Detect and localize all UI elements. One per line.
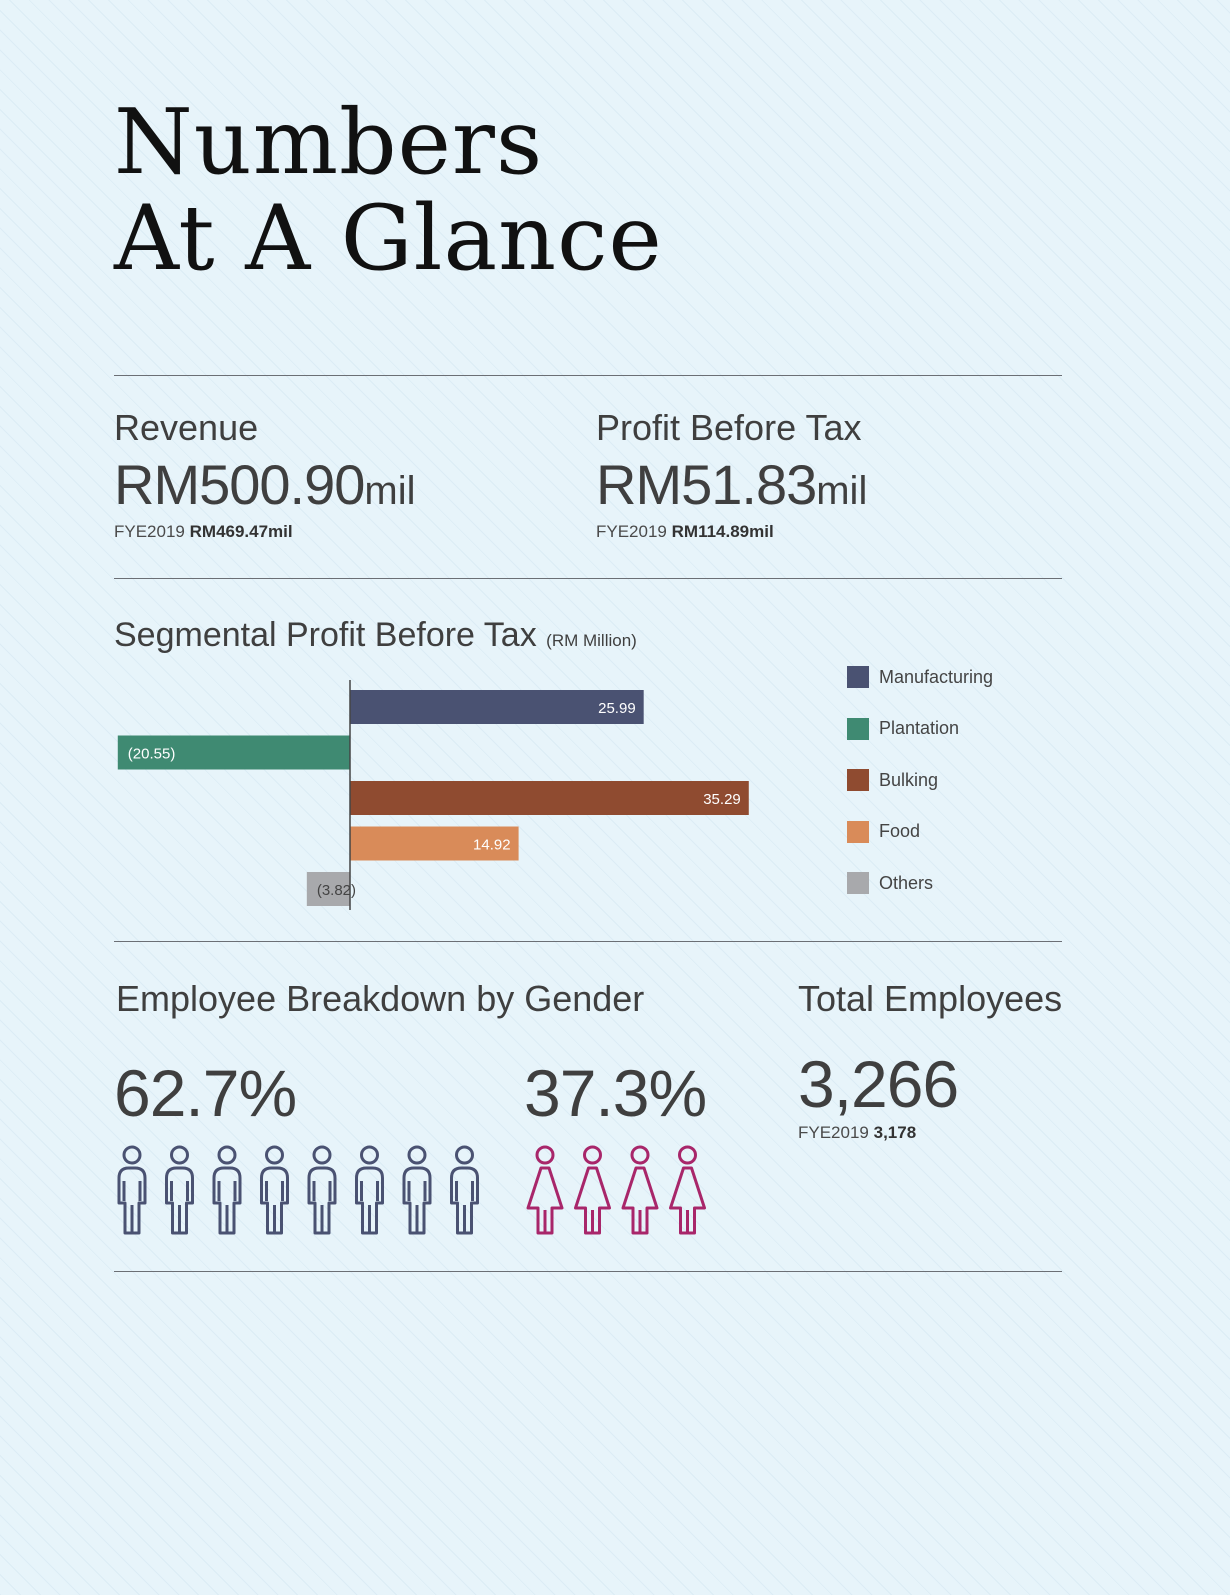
revenue-prior bbox=[114, 522, 293, 542]
male-person-icon bbox=[309, 1147, 335, 1233]
legend-swatch-food bbox=[847, 821, 869, 843]
bar-label-bulking: 35.29 bbox=[703, 791, 741, 808]
revenue-prior-value: RM469.47mil bbox=[189, 522, 293, 541]
female-person-icon bbox=[576, 1147, 610, 1233]
male-person-icon bbox=[119, 1147, 145, 1233]
legend-swatch-plantation bbox=[847, 718, 869, 740]
pbt-unit: mil bbox=[816, 469, 868, 513]
revenue-unit: mil bbox=[364, 469, 416, 513]
divider-lower bbox=[114, 941, 1062, 942]
legend-item-others bbox=[847, 872, 933, 894]
employees-prior bbox=[798, 1123, 916, 1143]
legend-label-others: Others bbox=[879, 872, 934, 893]
female-person-icon bbox=[623, 1147, 657, 1233]
legend-item-plantation bbox=[847, 718, 959, 740]
employees-value: 3,266 bbox=[798, 1047, 959, 1121]
revenue-amount: RM500.90 bbox=[114, 453, 365, 516]
pbt-amount: RM51.83 bbox=[596, 453, 817, 516]
employees-prior-prefix: FYE2019 bbox=[798, 1123, 869, 1142]
chart-title bbox=[114, 616, 637, 655]
legend-label-bulking: Bulking bbox=[879, 769, 939, 790]
pbt-value bbox=[596, 452, 867, 517]
revenue-value bbox=[114, 452, 415, 517]
legend-item-manufacturing bbox=[847, 666, 993, 688]
legend-item-bulking bbox=[847, 769, 938, 791]
bar-bulking bbox=[350, 781, 749, 815]
male-person-icon bbox=[452, 1147, 478, 1233]
chart-title-text: Segmental Profit Before Tax bbox=[114, 616, 537, 654]
male-person-icon bbox=[214, 1147, 240, 1233]
page-title-line-2: At A Glance bbox=[114, 186, 663, 291]
female-person-icon bbox=[671, 1147, 705, 1233]
legend-swatch-bulking bbox=[847, 769, 869, 791]
revenue-label: Revenue bbox=[114, 407, 259, 448]
segmental-bar-chart bbox=[0, 680, 800, 910]
pbt-prior-prefix: FYE2019 bbox=[596, 522, 667, 541]
divider-bottom bbox=[114, 1271, 1062, 1272]
pbt-label: Profit Before Tax bbox=[596, 407, 862, 448]
legend-swatch-manufacturing bbox=[847, 666, 869, 688]
chart-units: (RM Million) bbox=[546, 631, 637, 650]
legend-item-food bbox=[847, 821, 920, 843]
pbt-prior-value: RM114.89mil bbox=[671, 522, 774, 541]
bar-label-food: 14.92 bbox=[473, 836, 511, 854]
pbt-prior bbox=[596, 522, 774, 542]
revenue-prior-prefix: FYE2019 bbox=[114, 522, 185, 541]
bar-label-manufacturing: 25.99 bbox=[598, 700, 636, 717]
male-percentage: 62.7% bbox=[114, 1056, 297, 1130]
male-person-icon bbox=[167, 1147, 193, 1233]
male-person-icon bbox=[262, 1147, 288, 1233]
legend-label-plantation: Plantation bbox=[879, 718, 960, 738]
legend-label-manufacturing: Manufacturing bbox=[879, 666, 994, 687]
bar-label-others: (3.82) bbox=[316, 882, 357, 899]
legend-label-food: Food bbox=[879, 821, 921, 841]
gender-icon-row bbox=[100, 1145, 720, 1240]
male-person-icon bbox=[357, 1147, 383, 1233]
employees-title: Total Employees bbox=[798, 978, 1063, 1019]
divider-middle bbox=[114, 578, 1062, 579]
divider-top bbox=[114, 375, 1062, 376]
page-title-line-1: Numbers bbox=[114, 90, 544, 195]
bar-label-plantation: (20.55) bbox=[127, 745, 176, 763]
page-title bbox=[114, 90, 663, 291]
female-percentage: 37.3% bbox=[524, 1056, 707, 1130]
employees-prior-value: 3,178 bbox=[873, 1123, 917, 1142]
female-person-icon bbox=[528, 1147, 562, 1233]
male-person-icon bbox=[404, 1147, 430, 1233]
gender-title: Employee Breakdown by Gender bbox=[116, 978, 645, 1019]
legend-swatch-others bbox=[847, 872, 869, 894]
